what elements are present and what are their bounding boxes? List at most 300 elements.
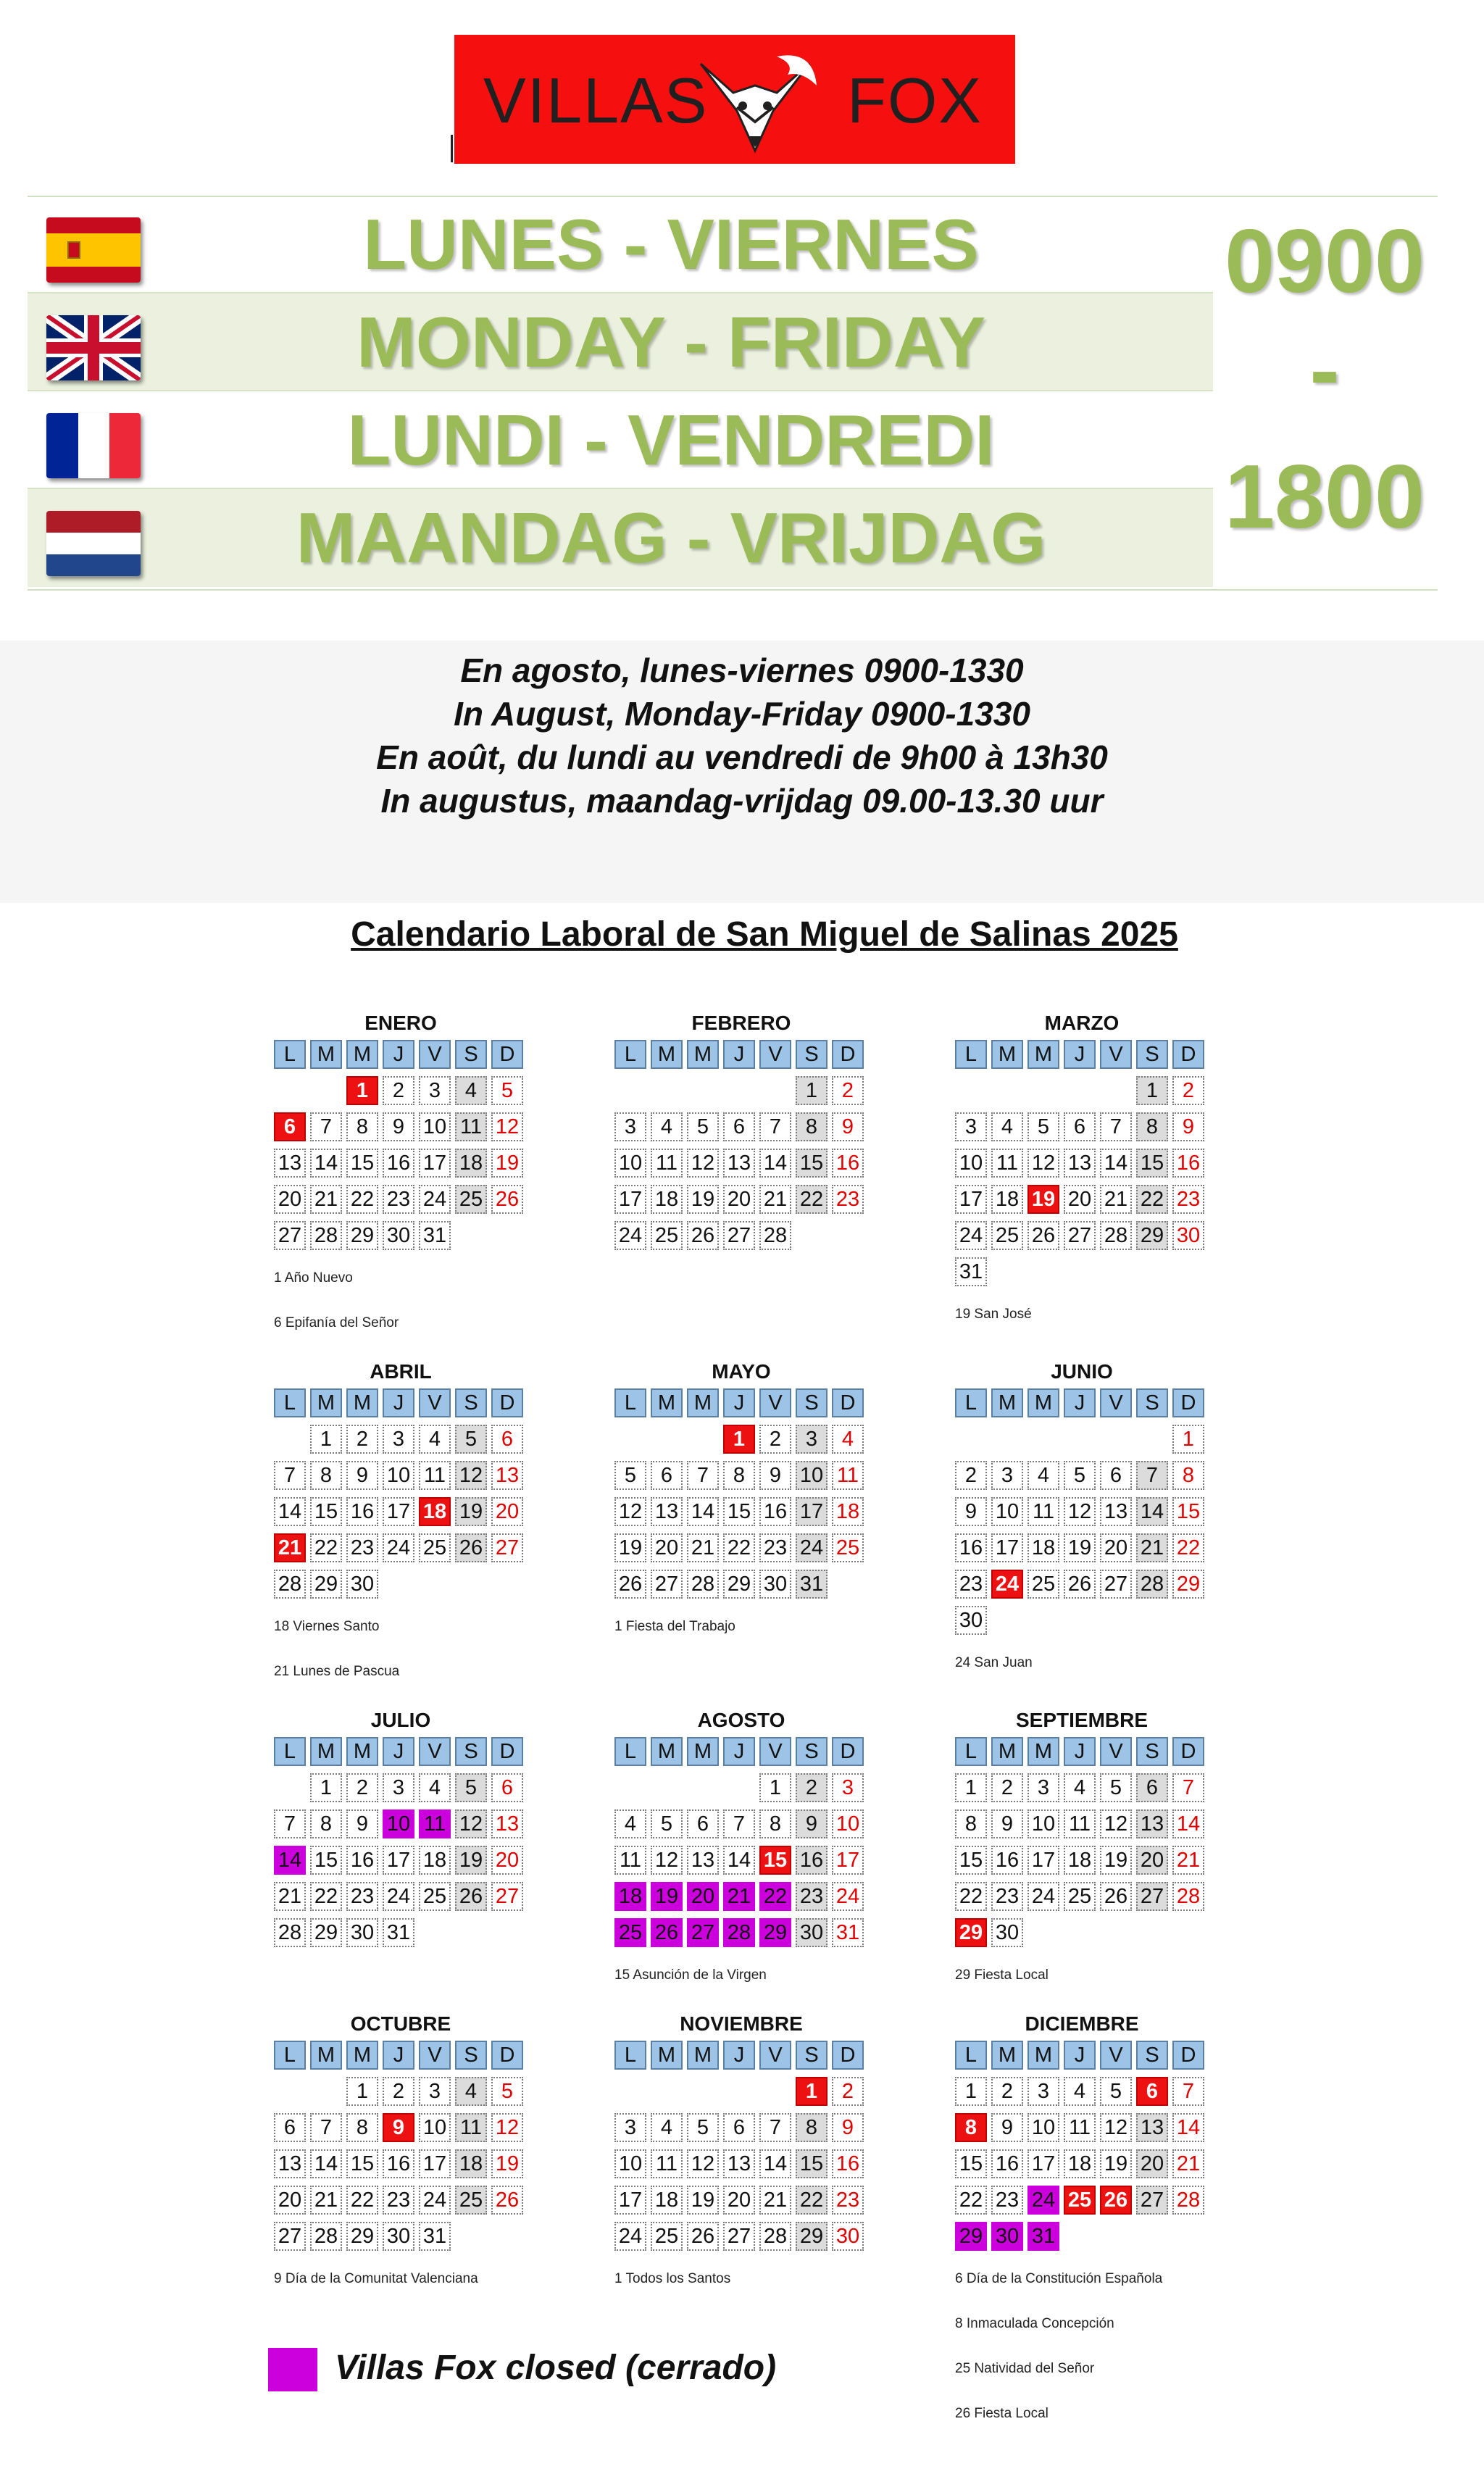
day-cell: 5 (1100, 2077, 1132, 2106)
weekday-header: J (383, 1040, 414, 1069)
day-cell: 9 (832, 1112, 864, 1141)
day-cell: 4 (832, 1425, 864, 1454)
weekday-header: S (796, 1388, 828, 1417)
day-cell: 7 (1172, 1773, 1204, 1802)
logo-left-word: VILLAS (483, 64, 709, 136)
closing-time: 1800 (1225, 447, 1425, 547)
day-cell: 14 (1100, 1149, 1132, 1178)
weekday-header: M (991, 1040, 1023, 1069)
day-cell: 4 (651, 2113, 683, 2142)
day-cell: 22 (955, 1882, 987, 1911)
weekday-header: M (687, 1737, 719, 1766)
day-cell: 4 (1064, 1773, 1096, 1802)
weekday-header: D (491, 2041, 523, 2070)
day-cell: 14 (759, 2149, 791, 2178)
day-cell: 6 (723, 2113, 755, 2142)
day-cell: 23 (346, 1533, 378, 1562)
day-cell: 17 (1027, 2149, 1059, 2178)
day-cell: 17 (991, 1533, 1023, 1562)
day-cell: 16 (796, 1846, 828, 1875)
day-cell: 5 (614, 1461, 646, 1490)
weekday-header: L (614, 1040, 646, 1069)
weekday-header: V (419, 1737, 451, 1766)
day-cell: 6 (491, 1773, 523, 1802)
holiday-day-cell: 6 (1136, 2077, 1168, 2106)
day-cell: 21 (1100, 1185, 1132, 1214)
day-cell: 10 (614, 2149, 646, 2178)
holiday-note: 15 Asunción de la Virgen (614, 1967, 767, 1983)
day-cell: 11 (991, 1149, 1023, 1178)
closed-day-cell: 21 (723, 1882, 755, 1911)
closed-day-cell: 14 (274, 1846, 306, 1875)
weekday-header: M (1027, 2041, 1059, 2070)
day-cell: 14 (274, 1497, 306, 1526)
day-cell: 23 (832, 1185, 864, 1214)
day-cell: 18 (1064, 1846, 1096, 1875)
day-cell: 10 (955, 1149, 987, 1178)
weekday-header: M (1027, 1737, 1059, 1766)
weekday-header: M (991, 1737, 1023, 1766)
day-cell: 24 (419, 2186, 451, 2215)
closed-day-cell: 10 (383, 1809, 414, 1838)
day-cell: 27 (1136, 1882, 1168, 1911)
weekday-header: S (1136, 1737, 1168, 1766)
day-cell: 11 (455, 2113, 487, 2142)
weekday-header: L (614, 1388, 646, 1417)
day-cell: 21 (1136, 1533, 1168, 1562)
closed-day-cell: 22 (759, 1882, 791, 1911)
day-cell: 1 (759, 1773, 791, 1802)
day-cell: 27 (274, 1221, 306, 1250)
day-cell: 6 (723, 1112, 755, 1141)
holiday-note: 24 San Juan (955, 1655, 1033, 1670)
day-cell: 19 (614, 1533, 646, 1562)
day-cell: 19 (1100, 2149, 1132, 2178)
day-cell: 2 (383, 2077, 414, 2106)
day-cell: 26 (455, 1882, 487, 1911)
day-cell: 3 (383, 1425, 414, 1454)
france-flag-icon (46, 413, 141, 478)
day-cell: 14 (723, 1846, 755, 1875)
day-cell: 13 (1064, 1149, 1096, 1178)
holiday-note: 6 Epifanía del Señor (274, 1315, 399, 1330)
weekday-header: J (723, 1040, 755, 1069)
weekday-header: L (274, 1388, 306, 1417)
day-cell: 23 (759, 1533, 791, 1562)
day-cell: 4 (419, 1425, 451, 1454)
day-cell: 4 (419, 1773, 451, 1802)
day-cell: 17 (419, 2149, 451, 2178)
day-cell: 15 (310, 1497, 342, 1526)
day-cell: 8 (310, 1809, 342, 1838)
holiday-day-cell: 25 (1064, 2186, 1096, 2215)
day-row-dutch (28, 489, 1213, 587)
holiday-day-cell: 15 (759, 1846, 791, 1875)
day-cell: 8 (1172, 1461, 1204, 1490)
day-cell: 30 (383, 1221, 414, 1250)
day-cell: 28 (1100, 1221, 1132, 1250)
hours-dash: - (1309, 320, 1340, 420)
day-cell: 25 (1064, 1882, 1096, 1911)
day-cell: 3 (796, 1425, 828, 1454)
weekday-header: D (491, 1737, 523, 1766)
notice-line-dutch: In augustus, maandag-vrijdag 09.00-13.30 uur (380, 782, 1104, 820)
weekday-header: L (955, 1737, 987, 1766)
day-cell: 26 (1027, 1221, 1059, 1250)
closed-day-cell: 29 (759, 1918, 791, 1947)
day-cell: 16 (1172, 1149, 1204, 1178)
holiday-day-cell: 18 (419, 1497, 451, 1526)
day-cell: 25 (1027, 1570, 1059, 1599)
month-name: MARZO (1044, 1012, 1120, 1034)
day-cell: 13 (1136, 1809, 1168, 1838)
holiday-note: 1 Fiesta del Trabajo (614, 1619, 735, 1634)
weekday-header: D (1172, 2041, 1204, 2070)
day-cell: 29 (346, 2222, 378, 2251)
day-cell: 20 (723, 1185, 755, 1214)
closed-day-cell: 20 (687, 1882, 719, 1911)
day-cell: 3 (955, 1112, 987, 1141)
day-cell: 24 (1027, 1882, 1059, 1911)
day-cell: 23 (991, 2186, 1023, 2215)
month-name: FEBRERO (691, 1012, 791, 1034)
day-cell: 20 (491, 1846, 523, 1875)
weekday-header: M (651, 1737, 683, 1766)
day-cell: 8 (759, 1809, 791, 1838)
day-cell: 11 (1027, 1497, 1059, 1526)
day-cell: 24 (383, 1533, 414, 1562)
day-cell: 4 (1064, 2077, 1096, 2106)
weekday-header: M (651, 1388, 683, 1417)
day-cell: 17 (955, 1185, 987, 1214)
weekday-header: D (832, 2041, 864, 2070)
weekday-header: V (759, 1737, 791, 1766)
weekday-header: L (274, 1737, 306, 1766)
day-cell: 15 (955, 1846, 987, 1875)
day-cell: 9 (991, 1809, 1023, 1838)
month-name: SEPTIEMBRE (1015, 1709, 1149, 1731)
holiday-note: 9 Día de la Comunitat Valenciana (274, 2271, 478, 2286)
weekday-header: M (1027, 1040, 1059, 1069)
day-cell: 11 (1064, 2113, 1096, 2142)
weekday-header: L (614, 1737, 646, 1766)
day-cell: 5 (687, 2113, 719, 2142)
day-cell: 2 (796, 1773, 828, 1802)
day-cell: 18 (832, 1497, 864, 1526)
closed-day-cell: 30 (991, 2222, 1023, 2251)
weekday-header: S (1136, 1388, 1168, 1417)
day-cell: 23 (383, 2186, 414, 2215)
day-cell: 7 (723, 1809, 755, 1838)
day-cell: 20 (651, 1533, 683, 1562)
holiday-note: 1 Año Nuevo (274, 1270, 353, 1286)
day-cell: 12 (455, 1461, 487, 1490)
day-cell: 5 (455, 1425, 487, 1454)
day-cell: 21 (759, 1185, 791, 1214)
day-label-spanish: LUNES - VIERNES (363, 204, 979, 284)
day-cell: 22 (796, 1185, 828, 1214)
day-cell: 10 (832, 1809, 864, 1838)
day-cell: 30 (991, 1918, 1023, 1947)
weekday-header: S (455, 1737, 487, 1766)
day-cell: 29 (310, 1570, 342, 1599)
day-cell: 20 (1136, 2149, 1168, 2178)
day-cell: 10 (419, 1112, 451, 1141)
day-cell: 27 (1100, 1570, 1132, 1599)
day-cell: 19 (1064, 1533, 1096, 1562)
holiday-day-cell: 29 (955, 1918, 987, 1947)
day-cell: 14 (1172, 1809, 1204, 1838)
day-cell: 13 (1136, 2113, 1168, 2142)
holiday-note: 6 Día de la Constitución Española (955, 2271, 1163, 2286)
weekday-header: V (759, 1040, 791, 1069)
weekday-header: M (346, 2041, 378, 2070)
day-cell: 15 (723, 1497, 755, 1526)
day-cell: 11 (651, 1149, 683, 1178)
day-cell: 15 (796, 1149, 828, 1178)
weekday-header: D (1172, 1388, 1204, 1417)
weekday-header: J (1064, 1388, 1096, 1417)
day-cell: 21 (1172, 2149, 1204, 2178)
day-cell: 27 (1136, 2186, 1168, 2215)
closed-day-cell: 28 (723, 1918, 755, 1947)
day-cell: 1 (1136, 1076, 1168, 1105)
day-cell: 23 (1172, 1185, 1204, 1214)
day-cell: 12 (455, 1809, 487, 1838)
day-cell: 14 (1172, 2113, 1204, 2142)
holiday-note: 8 Inmaculada Concepción (955, 2316, 1114, 2331)
day-cell: 7 (310, 1112, 342, 1141)
day-cell: 22 (346, 2186, 378, 2215)
month-name: DICIEMBRE (1025, 2012, 1139, 2035)
closed-day-cell: 29 (955, 2222, 987, 2251)
weekday-header: D (832, 1388, 864, 1417)
day-cell: 8 (796, 2113, 828, 2142)
day-cell: 15 (346, 1149, 378, 1178)
day-cell: 14 (759, 1149, 791, 1178)
table-bottom-border (28, 589, 1438, 591)
day-cell: 5 (455, 1773, 487, 1802)
holiday-note: 25 Natividad del Señor (955, 2361, 1095, 2376)
day-cell: 30 (955, 1606, 987, 1635)
weekday-header: S (455, 1040, 487, 1069)
day-cell: 14 (1136, 1497, 1168, 1526)
weekday-header: S (1136, 1040, 1168, 1069)
day-cell: 31 (383, 1918, 414, 1947)
day-cell: 18 (1064, 2149, 1096, 2178)
day-cell: 16 (991, 2149, 1023, 2178)
day-cell: 17 (419, 1149, 451, 1178)
day-cell: 16 (383, 1149, 414, 1178)
closed-day-cell: 19 (651, 1882, 683, 1911)
day-cell: 7 (310, 2113, 342, 2142)
weekday-header: M (310, 1388, 342, 1417)
weekday-header: L (274, 1040, 306, 1069)
day-cell: 24 (955, 1221, 987, 1250)
text-cursor (451, 135, 453, 162)
day-cell: 9 (1172, 1112, 1204, 1141)
weekday-header: V (1100, 2041, 1132, 2070)
day-cell: 9 (383, 1112, 414, 1141)
day-cell: 31 (955, 1257, 987, 1286)
day-cell: 3 (614, 2113, 646, 2142)
day-cell: 9 (832, 2113, 864, 2142)
weekday-header: V (419, 2041, 451, 2070)
day-cell: 26 (1100, 1882, 1132, 1911)
weekday-header: S (1136, 2041, 1168, 2070)
day-cell: 26 (687, 1221, 719, 1250)
day-cell: 30 (832, 2222, 864, 2251)
day-cell: 29 (346, 1221, 378, 1250)
weekday-header: V (1100, 1737, 1132, 1766)
day-cell: 11 (614, 1846, 646, 1875)
day-cell: 27 (723, 2222, 755, 2251)
day-cell: 5 (651, 1809, 683, 1838)
day-cell: 16 (832, 1149, 864, 1178)
weekday-header: J (1064, 1737, 1096, 1766)
holiday-day-cell: 19 (1027, 1185, 1059, 1214)
day-cell: 10 (796, 1461, 828, 1490)
weekday-header: V (419, 1388, 451, 1417)
day-cell: 15 (1136, 1149, 1168, 1178)
day-cell: 2 (955, 1461, 987, 1490)
day-cell: 12 (1027, 1149, 1059, 1178)
weekday-header: D (1172, 1040, 1204, 1069)
day-cell: 15 (1172, 1497, 1204, 1526)
netherlands-flag-icon (46, 511, 141, 576)
logo-right-word: FOX (847, 64, 983, 136)
day-cell: 6 (1100, 1461, 1132, 1490)
weekday-header: M (310, 2041, 342, 2070)
day-cell: 3 (991, 1461, 1023, 1490)
notice-line-english: In August, Monday-Friday 0900-1330 (454, 695, 1030, 733)
weekday-header: V (1100, 1388, 1132, 1417)
day-cell: 17 (383, 1497, 414, 1526)
day-cell: 16 (955, 1533, 987, 1562)
day-cell: 24 (419, 1185, 451, 1214)
day-cell: 22 (955, 2186, 987, 2215)
day-cell: 14 (310, 2149, 342, 2178)
day-cell: 19 (491, 2149, 523, 2178)
day-cell: 16 (346, 1846, 378, 1875)
day-cell: 24 (614, 1221, 646, 1250)
day-cell: 21 (687, 1533, 719, 1562)
day-cell: 26 (491, 2186, 523, 2215)
day-cell: 7 (759, 1112, 791, 1141)
day-row-english (28, 293, 1213, 391)
day-cell: 23 (832, 2186, 864, 2215)
day-cell: 5 (1027, 1112, 1059, 1141)
weekday-header: L (955, 2041, 987, 2070)
day-cell: 17 (614, 1185, 646, 1214)
day-cell: 6 (651, 1461, 683, 1490)
weekday-header: D (832, 1040, 864, 1069)
day-cell: 29 (310, 1918, 342, 1947)
day-cell: 2 (1172, 1076, 1204, 1105)
day-cell: 16 (759, 1497, 791, 1526)
day-cell: 18 (455, 2149, 487, 2178)
day-cell: 12 (687, 1149, 719, 1178)
day-cell: 13 (274, 1149, 306, 1178)
closed-day-cell: 26 (651, 1918, 683, 1947)
weekday-header: M (310, 1040, 342, 1069)
weekday-header: J (1064, 2041, 1096, 2070)
day-cell: 8 (310, 1461, 342, 1490)
day-cell: 21 (310, 2186, 342, 2215)
weekday-header: V (419, 1040, 451, 1069)
day-cell: 2 (832, 1076, 864, 1105)
day-cell: 13 (723, 2149, 755, 2178)
day-cell: 9 (346, 1461, 378, 1490)
day-cell: 7 (274, 1809, 306, 1838)
weekday-header: S (455, 1388, 487, 1417)
day-cell: 9 (759, 1461, 791, 1490)
day-cell: 9 (991, 2113, 1023, 2142)
day-cell: 16 (832, 2149, 864, 2178)
day-cell: 15 (796, 2149, 828, 2178)
day-cell: 25 (651, 2222, 683, 2251)
weekday-header: M (687, 1040, 719, 1069)
day-label-french: LUNDI - VENDREDI (347, 400, 995, 480)
day-cell: 4 (455, 2077, 487, 2106)
weekday-header: V (759, 2041, 791, 2070)
day-cell: 20 (723, 2186, 755, 2215)
day-cell: 5 (687, 1112, 719, 1141)
day-cell: 10 (1027, 1809, 1059, 1838)
holiday-day-cell: 24 (991, 1570, 1023, 1599)
weekday-header: J (383, 1737, 414, 1766)
day-cell: 12 (651, 1846, 683, 1875)
day-cell: 19 (687, 1185, 719, 1214)
day-cell: 6 (274, 2113, 306, 2142)
day-cell: 16 (383, 2149, 414, 2178)
day-cell: 8 (796, 1112, 828, 1141)
day-cell: 1 (1172, 1425, 1204, 1454)
month-name: JULIO (370, 1709, 431, 1731)
day-cell: 13 (687, 1846, 719, 1875)
day-cell: 19 (491, 1149, 523, 1178)
day-cell: 10 (991, 1497, 1023, 1526)
day-cell: 23 (991, 1882, 1023, 1911)
day-cell: 26 (614, 1570, 646, 1599)
day-cell: 8 (723, 1461, 755, 1490)
weekday-header: V (1100, 1040, 1132, 1069)
day-cell: 20 (274, 1185, 306, 1214)
day-cell: 3 (383, 1773, 414, 1802)
day-cell: 25 (455, 1185, 487, 1214)
day-cell: 27 (491, 1533, 523, 1562)
closed-legend-swatch (268, 2348, 317, 2391)
closed-day-cell: 18 (614, 1882, 646, 1911)
day-cell: 20 (1100, 1533, 1132, 1562)
day-cell: 26 (1064, 1570, 1096, 1599)
closed-day-cell: 11 (419, 1809, 451, 1838)
day-cell: 6 (1064, 1112, 1096, 1141)
day-cell: 2 (346, 1773, 378, 1802)
day-cell: 30 (346, 1918, 378, 1947)
villas-fox-logo (454, 35, 1015, 164)
day-cell: 6 (491, 1425, 523, 1454)
month-name: AGOSTO (697, 1709, 785, 1731)
day-cell: 8 (346, 2113, 378, 2142)
day-cell: 26 (455, 1533, 487, 1562)
day-cell: 6 (1136, 1773, 1168, 1802)
day-cell: 21 (1172, 1846, 1204, 1875)
day-cell: 21 (274, 1882, 306, 1911)
day-cell: 20 (274, 2186, 306, 2215)
day-cell: 12 (687, 2149, 719, 2178)
day-cell: 25 (419, 1882, 451, 1911)
